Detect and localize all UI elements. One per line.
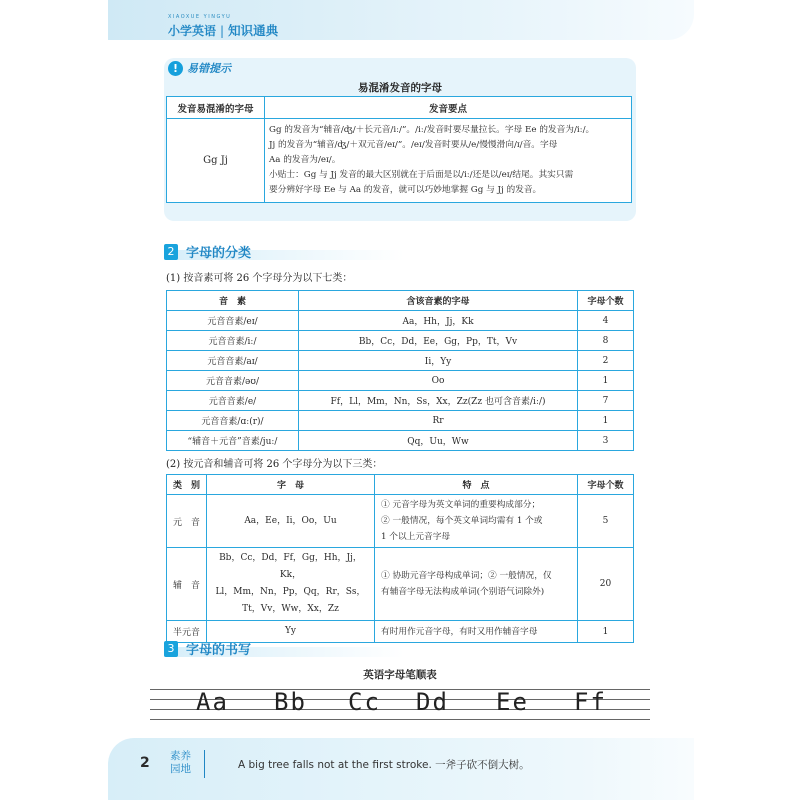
- note-line: Gg 的发音为“辅音/ʤ/＋长元音/iː/”。/iː/发音时要尽量拉长。字母 Ee 的发音为/iː/。: [269, 125, 595, 135]
- count-cell: 5: [578, 495, 634, 548]
- phoneme-cell: 元音音素/eɪ/: [167, 311, 299, 331]
- letters-cell: [207, 495, 375, 548]
- category-cell: 元 音: [167, 495, 207, 548]
- letters-line: Bb，Cc，Dd，Ff，Gg，Hh，Jj，Kk，: [219, 553, 362, 580]
- letters-line: Aa，Ee，Ii，Oo，Uu: [244, 515, 337, 526]
- letter-glyph: Ee: [496, 688, 529, 716]
- table-row: [167, 548, 634, 621]
- table-row: [167, 311, 634, 331]
- column-header: 特 点: [375, 475, 578, 495]
- count-cell: 2: [578, 351, 634, 371]
- column-header: 字 母: [207, 475, 375, 495]
- letter-glyph: Dd: [416, 688, 449, 716]
- letters-cell: Bb，Cc，Dd，Ee，Gg，Pp，Tt，Vv: [299, 331, 578, 351]
- phoneme-cell: “辅音＋元音”音素/juː/: [167, 431, 299, 451]
- section-title: 字母的书写: [186, 643, 252, 658]
- letters-cell: Aa，Hh，Jj，Kk: [299, 311, 578, 331]
- phoneme-table: [166, 290, 634, 451]
- feature-line: ② 一般情况，每个英文单词均需有 1 个或: [381, 516, 543, 526]
- feature-line: ① 元音字母为英文单词的重要构成部分；: [381, 500, 541, 510]
- table-row: [167, 411, 634, 431]
- letters-line: Ll，Mm，Nn，Pp，Qq，Rr，Ss，: [215, 587, 366, 597]
- column-name-line: 素养: [170, 750, 191, 762]
- section-title: 字母的分类: [186, 246, 252, 261]
- feature-line: 有时用作元音字母，有时又用作辅音字母: [381, 626, 538, 637]
- table-row: [167, 119, 632, 203]
- column-header: 字母个数: [578, 475, 634, 495]
- table-row: [167, 495, 634, 548]
- letters-cell: [207, 548, 375, 621]
- count-cell: 1: [578, 621, 634, 643]
- category-cell: 辅 音: [167, 548, 207, 621]
- feature-line: ① 协助元音字母构成单词；② 一般情况，仅: [381, 571, 552, 581]
- column-header: 含该音素的字母: [299, 291, 578, 311]
- features-cell: [375, 495, 578, 548]
- letter-glyph: Bb: [274, 688, 307, 716]
- section-heading-2: [164, 242, 251, 261]
- table-row: [167, 331, 634, 351]
- count-cell: 7: [578, 391, 634, 411]
- letters-cell: Rr: [299, 411, 578, 431]
- letters-cell: Ii，Yy: [299, 351, 578, 371]
- phoneme-cell: 元音音素/əʊ/: [167, 371, 299, 391]
- column-name-line: 园地: [170, 763, 191, 775]
- series-title: 知识通典: [228, 23, 279, 38]
- stroke-letters: [190, 688, 630, 722]
- letter-glyph: Ff: [574, 688, 607, 716]
- letters-line: Yy: [284, 626, 297, 636]
- column-header: 发音易混淆的字母: [167, 97, 265, 119]
- feature-line: 1 个以上元音字母: [381, 532, 451, 542]
- phoneme-cell: 元音音素/e/: [167, 391, 299, 411]
- phoneme-cell: 元音音素/iː/: [167, 331, 299, 351]
- table-row: [167, 391, 634, 411]
- title-separator: |: [220, 24, 225, 38]
- section-heading-3: [164, 639, 251, 658]
- pronunciation-notes: [265, 119, 632, 203]
- table-row: [167, 351, 634, 371]
- hint-table: [166, 96, 632, 203]
- intro-text-1: (1) 按音素可将 26 个字母分为以下七类：: [166, 273, 353, 284]
- header-pinyin: XIAOXUE YINGYU: [168, 14, 232, 20]
- page-number: 2: [140, 755, 150, 771]
- feature-line: 有辅音字母无法构成单词(个别语气词除外): [381, 587, 545, 597]
- header-title: [168, 21, 278, 39]
- column-header: 字母个数: [578, 291, 634, 311]
- column-name: [170, 750, 200, 776]
- table-row: [167, 371, 634, 391]
- phoneme-cell: 元音音素/ɑː(r)/: [167, 411, 299, 431]
- table-header-row: [167, 475, 634, 495]
- count-cell: 1: [578, 411, 634, 431]
- book-title: 小学英语: [168, 24, 217, 38]
- letters-cell: Oo: [299, 371, 578, 391]
- letter-pair: Gg Jj: [167, 119, 265, 203]
- column-header: 音 素: [167, 291, 299, 311]
- letter-glyph: Cc: [348, 688, 381, 716]
- hint-label: 易错提示: [187, 62, 231, 75]
- note-line: Aa 的发音为/eɪ/。: [269, 155, 341, 165]
- section-number: 2: [164, 244, 178, 260]
- hint-tag: [164, 58, 394, 78]
- stroke-order-title: 英语字母笔顺表: [363, 669, 437, 681]
- footer-quote: A big tree falls not at the first stroke. 一斧子砍不倒大树。: [238, 759, 530, 771]
- note-line: 小贴士：Gg 与 Jj 发音的最大区别就在于后面是以/iː/还是以/eɪ/结尾。其实只需: [269, 170, 574, 180]
- note-line: 要分辨好字母 Ee 与 Aa 的发音，就可以巧妙地掌握 Gg 与 Jj 的发音。: [269, 185, 542, 195]
- features-cell: [375, 548, 578, 621]
- phoneme-cell: 元音音素/aɪ/: [167, 351, 299, 371]
- column-header: 发音要点: [265, 97, 632, 119]
- hint-title: 易混淆发音的字母: [358, 82, 442, 94]
- letters-cell: Ff，Ll，Mm，Nn，Ss，Xx，Zz(Zz 也可含音素/iː/): [299, 391, 578, 411]
- table-header-row: [167, 97, 632, 119]
- count-cell: 4: [578, 311, 634, 331]
- footer-divider: [204, 750, 205, 778]
- table-header-row: [167, 291, 634, 311]
- intro-text-2: (2) 按元音和辅音可将 26 个字母分为以下三类：: [166, 459, 383, 470]
- category-cell: 半元音: [167, 621, 207, 643]
- count-cell: 20: [578, 548, 634, 621]
- letter-glyph: Aa: [196, 688, 229, 716]
- column-header: 类 别: [167, 475, 207, 495]
- note-line: Jj 的发音为“辅音/ʤ/＋双元音/eɪ/”。/eɪ/发音时要从/e/慢慢滑向/ɪ/音。字母: [269, 140, 558, 150]
- count-cell: 8: [578, 331, 634, 351]
- section-number: 3: [164, 641, 178, 657]
- features-cell: [375, 621, 578, 643]
- letters-cell: Qq，Uu，Ww: [299, 431, 578, 451]
- count-cell: 3: [578, 431, 634, 451]
- table-row: [167, 431, 634, 451]
- count-cell: 1: [578, 371, 634, 391]
- warning-icon: !: [168, 61, 183, 76]
- letters-line: Tt，Vv，Ww，Xx，Zz: [242, 604, 339, 614]
- vowel-consonant-table: [166, 474, 634, 643]
